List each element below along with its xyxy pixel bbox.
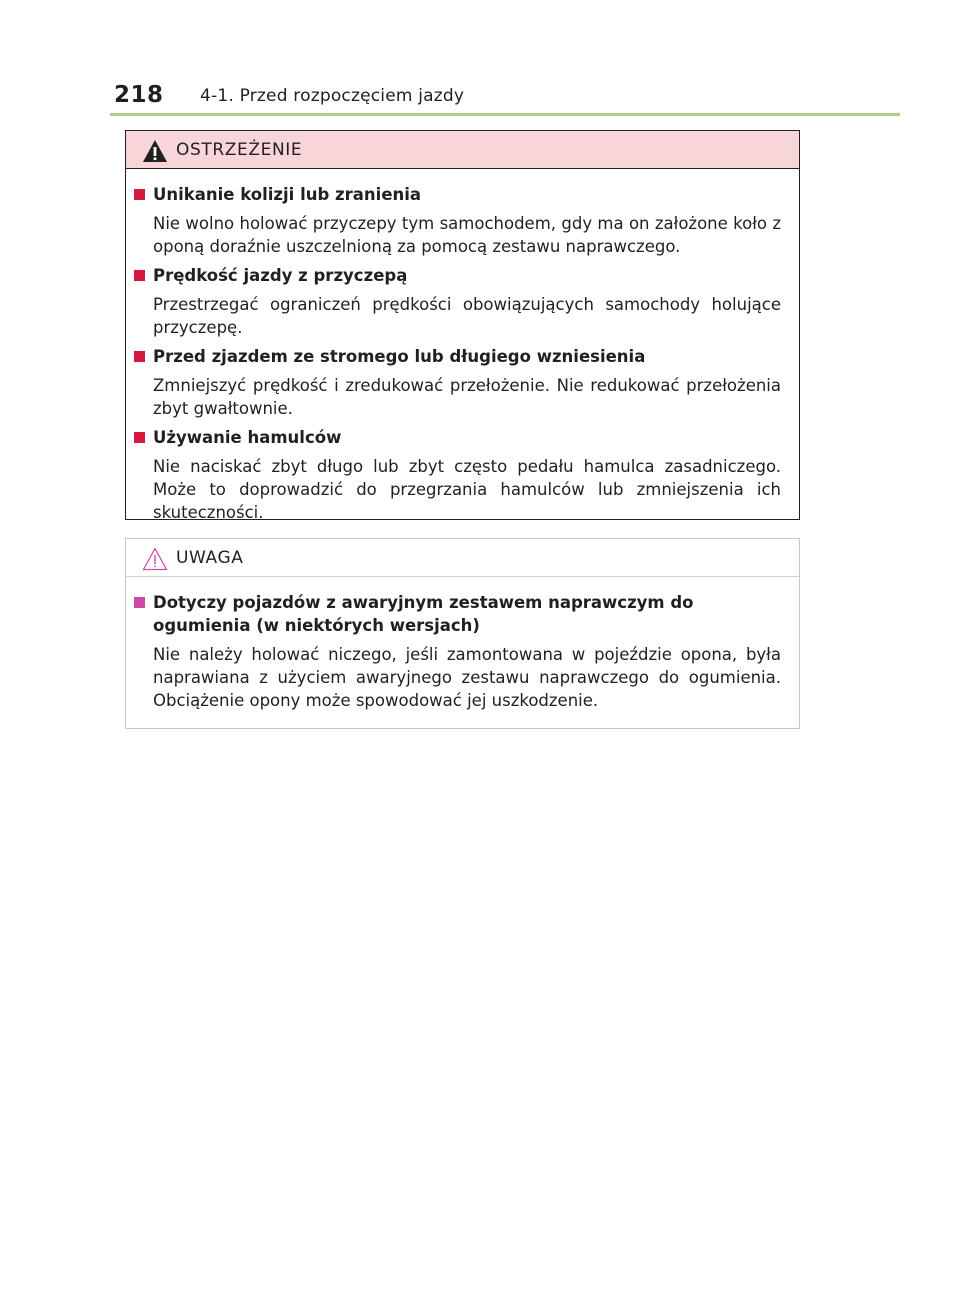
item-heading-text: Przed zjazdem ze stromego lub długiego wzniesienia xyxy=(153,347,646,366)
item-heading-text: Unikanie kolizji lub zranienia xyxy=(153,185,422,204)
item-heading-text: Prędkość jazdy z przyczepą xyxy=(153,266,408,285)
list-item xyxy=(134,345,781,420)
warning-triangle-outline-icon xyxy=(142,547,168,571)
item-heading xyxy=(134,591,781,637)
notice-box-title: UWAGA xyxy=(176,548,244,568)
notice-box-body xyxy=(126,577,799,712)
item-text: Nie wolno holować przyczepy tym samochodem, gdy ma on założone koło z oponą doraźnie uszczelnioną za pomocą zestawu naprawczego. xyxy=(153,214,781,256)
item-heading xyxy=(134,345,781,368)
warning-triangle-filled-icon xyxy=(142,139,168,163)
warning-box-body xyxy=(126,169,799,524)
item-text: Zmniejszyć prędkość i zredukować przełożenie. Nie redukować przełożenia zbyt gwałtownie. xyxy=(153,376,781,418)
item-heading xyxy=(134,426,781,449)
warning-box-title: OSTRZEŻENIE xyxy=(176,140,303,160)
header-rule xyxy=(110,113,900,116)
item-text: Nie należy holować niczego, jeśli zamontowana w pojeździe opona, była naprawiana z użyciem awaryjnego zestawu naprawczego do ogumienia. Obciążenie opony może spowodować jej uszkodzenie. xyxy=(153,645,781,710)
item-heading-text: Dotyczy pojazdów z awaryjnym zestawem naprawczym do ogumienia (w niektórych wersjach) xyxy=(153,593,694,635)
list-item xyxy=(134,183,781,258)
notice-box-header xyxy=(126,539,799,577)
warning-box xyxy=(125,130,800,520)
item-text: Przestrzegać ograniczeń prędkości obowiązujących samochody holujące przyczepę. xyxy=(153,295,781,337)
square-bullet-icon xyxy=(134,189,145,200)
list-item xyxy=(134,591,781,712)
item-heading-text: Używanie hamulców xyxy=(153,428,342,447)
square-bullet-icon xyxy=(134,351,145,362)
square-bullet-icon xyxy=(134,432,145,443)
list-item xyxy=(134,426,781,524)
warning-box-header xyxy=(126,131,799,169)
square-bullet-icon xyxy=(134,597,145,608)
item-heading xyxy=(134,264,781,287)
section-title: 4-1. Przed rozpoczęciem jazdy xyxy=(200,86,465,106)
square-bullet-icon xyxy=(134,270,145,281)
item-text: Nie naciskać zbyt długo lub zbyt często pedału hamulca zasadniczego. Może to doprowadzić do przegrzania hamulców lub zmniejszenia ich skuteczności. xyxy=(153,457,781,522)
item-heading xyxy=(134,183,781,206)
list-item xyxy=(134,264,781,339)
page-header xyxy=(110,80,900,116)
notice-box xyxy=(125,538,800,729)
page-number: 218 xyxy=(114,82,164,108)
